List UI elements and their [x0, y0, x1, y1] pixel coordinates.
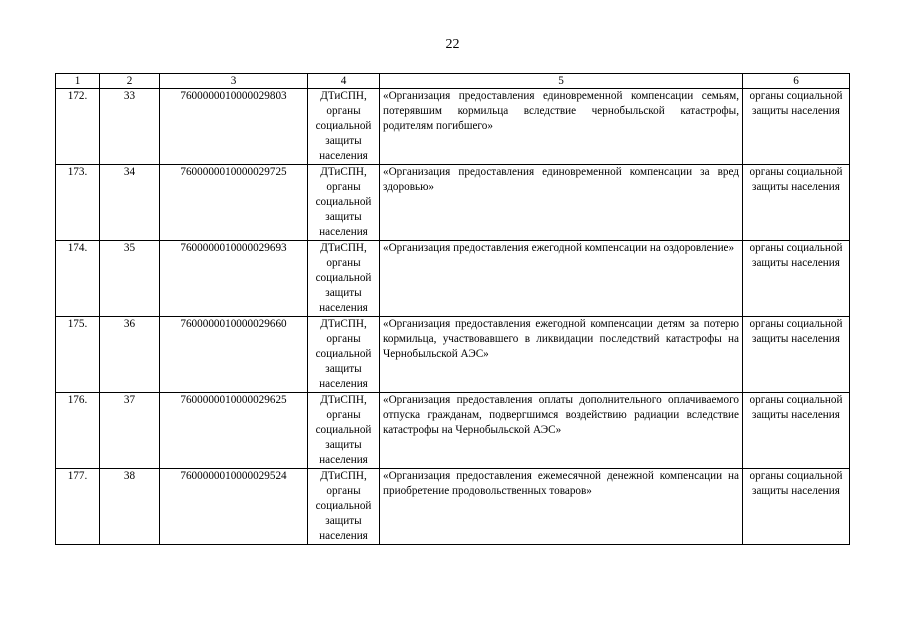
- responsible-org: ДТиСПН, органы социальной защиты населения: [308, 469, 380, 545]
- row-number: 174.: [56, 241, 100, 317]
- responsible-org: ДТиСПН, органы социальной защиты населения: [308, 89, 380, 165]
- column-header-5: 5: [380, 74, 743, 89]
- column-header-4: 4: [308, 74, 380, 89]
- order-number: 33: [100, 89, 160, 165]
- responsible-org: ДТиСПН, органы социальной защиты населения: [308, 317, 380, 393]
- order-number: 37: [100, 393, 160, 469]
- column-header-1: 1: [56, 74, 100, 89]
- order-number: 38: [100, 469, 160, 545]
- row-number: 176.: [56, 393, 100, 469]
- row-number: 173.: [56, 165, 100, 241]
- table-header-row: [56, 74, 850, 89]
- table-row: [56, 89, 850, 165]
- service-name: «Организация предоставления единовременной компенсации за вред здоровью»: [380, 165, 743, 241]
- responsible-org: ДТиСПН, органы социальной защиты населения: [308, 165, 380, 241]
- order-number: 35: [100, 241, 160, 317]
- responsible-org: ДТиСПН, органы социальной защиты населения: [308, 393, 380, 469]
- executor: органы социальной защиты населения: [743, 317, 850, 393]
- responsible-org: ДТиСПН, органы социальной защиты населения: [308, 241, 380, 317]
- service-code: 7600000010000029693: [160, 241, 308, 317]
- service-code: 7600000010000029803: [160, 89, 308, 165]
- service-name: «Организация предоставления ежегодной компенсации детям за потерю кормильца, участвовавшего в ликвидации последствий катастрофы на Чернобыльской АЭС»: [380, 317, 743, 393]
- executor: органы социальной защиты населения: [743, 241, 850, 317]
- column-header-2: 2: [100, 74, 160, 89]
- executor: органы социальной защиты населения: [743, 393, 850, 469]
- service-name: «Организация предоставления ежемесячной денежной компенсации на приобретение продовольственных товаров»: [380, 469, 743, 545]
- service-code: 7600000010000029625: [160, 393, 308, 469]
- executor: органы социальной защиты населения: [743, 89, 850, 165]
- executor: органы социальной защиты населения: [743, 469, 850, 545]
- service-name: «Организация предоставления единовременной компенсации семьям, потерявшим кормильца вследствие чернобыльской катастрофы, родителям погибшего»: [380, 89, 743, 165]
- service-name: «Организация предоставления оплаты дополнительного оплачиваемого отпуска гражданам, подвергшимся воздействию радиации вследствие катастрофы на Чернобыльской АЭС»: [380, 393, 743, 469]
- order-number: 34: [100, 165, 160, 241]
- services-table: [55, 73, 850, 545]
- service-name: «Организация предоставления ежегодной компенсации на оздоровление»: [380, 241, 743, 317]
- table-row: [56, 317, 850, 393]
- table-row: [56, 393, 850, 469]
- row-number: 177.: [56, 469, 100, 545]
- column-header-6: 6: [743, 74, 850, 89]
- service-code: 7600000010000029524: [160, 469, 308, 545]
- page-number: 22: [445, 37, 460, 52]
- table-row: [56, 165, 850, 241]
- row-number: 172.: [56, 89, 100, 165]
- table-row: [56, 241, 850, 317]
- executor: органы социальной защиты населения: [743, 165, 850, 241]
- row-number: 175.: [56, 317, 100, 393]
- service-code: 7600000010000029725: [160, 165, 308, 241]
- column-header-3: 3: [160, 74, 308, 89]
- table-row: [56, 469, 850, 545]
- service-code: 7600000010000029660: [160, 317, 308, 393]
- order-number: 36: [100, 317, 160, 393]
